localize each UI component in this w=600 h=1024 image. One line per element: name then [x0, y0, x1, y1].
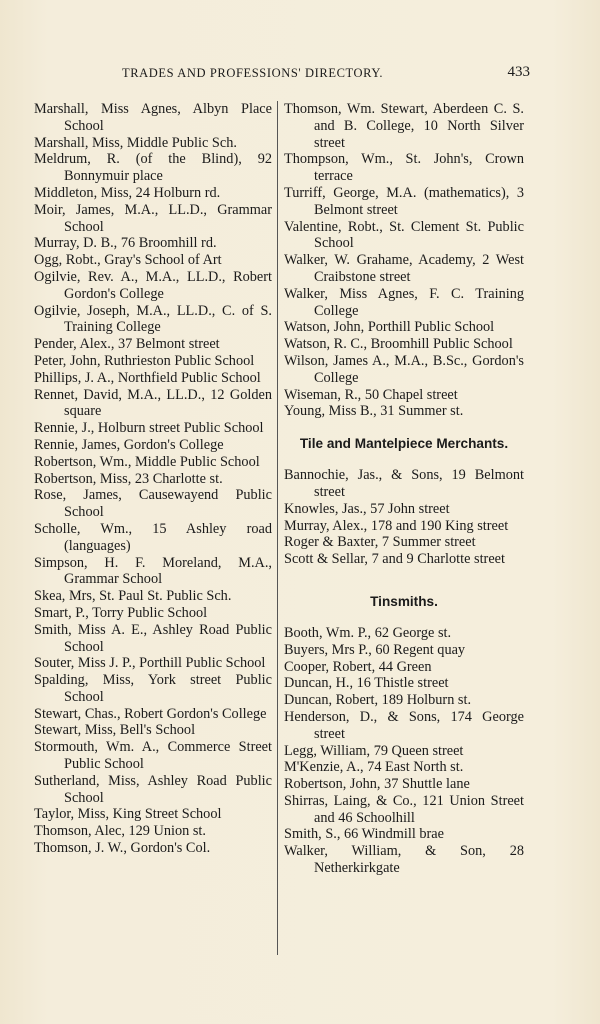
list-item: Cooper, Robert, 44 Green — [284, 658, 432, 675]
list-item: Smith, Miss A. E., Ashley Road Public School — [34, 621, 272, 655]
list-item: Spalding, Miss, York street Public School — [34, 672, 272, 705]
list-item: Duncan, H., 16 Thistle street — [284, 675, 449, 692]
list-item: Scott & Sellar, 7 and 9 Charlotte street — [284, 551, 505, 568]
list-item: Walker, W. Grahame, Academy, 2 West Craibstone street — [284, 252, 524, 285]
list-item: Moir, James, M.A., LL.D., Grammar School — [34, 201, 272, 235]
list-item: Rennie, J., Holburn street Public School — [34, 420, 264, 437]
list-item: Thompson, Wm., St. John's, Crown terrace — [284, 151, 524, 185]
list-item: Rennet, David, M.A., LL.D., 12 Golden square — [34, 386, 272, 420]
list-item: Young, Miss B., 31 Summer st. — [284, 403, 464, 420]
list-item: Ogilvie, Rev. A., M.A., LL.D., Robert Gordon's College — [34, 268, 272, 302]
column-divider — [277, 101, 278, 955]
list-item: Simpson, H. F. Moreland, M.A., Grammar School — [34, 554, 272, 588]
list-item: Duncan, Robert, 189 Holburn st. — [284, 692, 472, 709]
list-item: Smart, P., Torry Public School — [34, 604, 208, 621]
list-item: Skea, Mrs, St. Paul St. Public Sch. — [34, 588, 232, 605]
running-title: TRADES AND PROFESSIONS' DIRECTORY. — [122, 66, 384, 80]
list-item: Bannochie, Jas., & Sons, 19 Belmont street — [284, 467, 524, 500]
section-heading-tinsmiths: Tinsmiths. — [370, 593, 438, 609]
list-item: Thomson, J. W., Gordon's Col. — [34, 840, 211, 857]
list-item: Meldrum, R. (of the Blind), 92 Bonnymuir place — [34, 151, 272, 185]
list-item: Walker, William, & Son, 28 Netherkirkgate — [284, 843, 524, 877]
list-item: Taylor, Miss, King Street School — [34, 806, 222, 823]
list-item: Middleton, Miss, 24 Holburn rd. — [34, 184, 221, 201]
list-item: Henderson, D., & Sons, 174 George street — [284, 708, 524, 742]
list-item: Marshall, Miss, Middle Public Sch. — [34, 134, 237, 151]
page-number: 433 — [507, 64, 530, 80]
list-item: Phillips, J. A., Northfield Public School — [34, 369, 261, 386]
list-item: Murray, D. B., 76 Broomhill rd. — [34, 235, 217, 252]
list-item: Legg, William, 79 Queen street — [284, 742, 464, 759]
list-item: Thomson, Wm. Stewart, Aberdeen C. S. and B. College, 10 North Silver street — [284, 101, 524, 151]
list-item: M'Kenzie, A., 74 East North st. — [284, 759, 464, 776]
list-item: Robertson, Miss, 23 Charlotte st. — [34, 470, 223, 487]
list-item: Smith, S., 66 Windmill brae — [284, 826, 445, 843]
list-item: Wilson, James A., M.A., B.Sc., Gordon's College — [284, 352, 524, 386]
list-item: Valentine, Robt., St. Clement St. Public School — [284, 218, 524, 252]
list-item: Peter, John, Ruthrieston Public School — [34, 352, 255, 369]
list-item: Watson, John, Porthill Public School — [284, 319, 495, 336]
right-column — [284, 101, 524, 877]
list-item: Knowles, Jas., 57 John street — [284, 500, 450, 517]
list-item: Robertson, Wm., Middle Public School — [34, 453, 260, 470]
left-column — [34, 101, 272, 857]
list-item: Scholle, Wm., 15 Ashley road (languages) — [34, 520, 272, 554]
list-item: Roger & Baxter, 7 Summer street — [284, 534, 476, 551]
list-item: Pender, Alex., 37 Belmont street — [34, 336, 220, 353]
list-item: Stewart, Miss, Bell's School — [34, 722, 196, 739]
section-heading-tile-merchants: Tile and Mantelpiece Merchants. — [299, 436, 509, 452]
list-item: Rennie, James, Gordon's College — [34, 436, 224, 453]
list-item: Buyers, Mrs P., 60 Regent quay — [284, 641, 466, 658]
list-item: Wiseman, R., 50 Chapel street — [284, 386, 458, 403]
list-item: Shirras, Laing, & Co., 121 Union Street and 46 Schoolhill — [284, 792, 524, 826]
list-item: Walker, Miss Agnes, F. C. Training College — [284, 285, 524, 319]
page-header — [30, 66, 530, 84]
list-item: Booth, Wm. P., 62 George st. — [284, 624, 452, 641]
list-item: Ogilvie, Joseph, M.A., LL.D., C. of S. Training College — [34, 302, 272, 336]
list-item: Souter, Miss J. P., Porthill Public School — [34, 655, 266, 672]
list-item: Sutherland, Miss, Ashley Road Public School — [34, 772, 272, 806]
list-item: Rose, James, Causewayend Public School — [34, 487, 272, 521]
list-item: Murray, Alex., 178 and 190 King street — [284, 517, 509, 534]
list-item: Marshall, Miss Agnes, Albyn Place School — [34, 101, 272, 134]
list-item: Stewart, Chas., Robert Gordon's College — [34, 705, 267, 722]
list-item: Turriff, George, M.A. (mathematics), 3 Belmont street — [284, 184, 524, 218]
list-item: Ogg, Robt., Gray's School of Art — [34, 252, 222, 269]
list-item: Stormouth, Wm. A., Commerce Street Public School — [34, 739, 272, 773]
list-item: Thomson, Alec, 129 Union st. — [34, 823, 206, 840]
list-item: Watson, R. C., Broomhill Public School — [284, 336, 513, 353]
list-item: Robertson, John, 37 Shuttle lane — [284, 776, 470, 793]
